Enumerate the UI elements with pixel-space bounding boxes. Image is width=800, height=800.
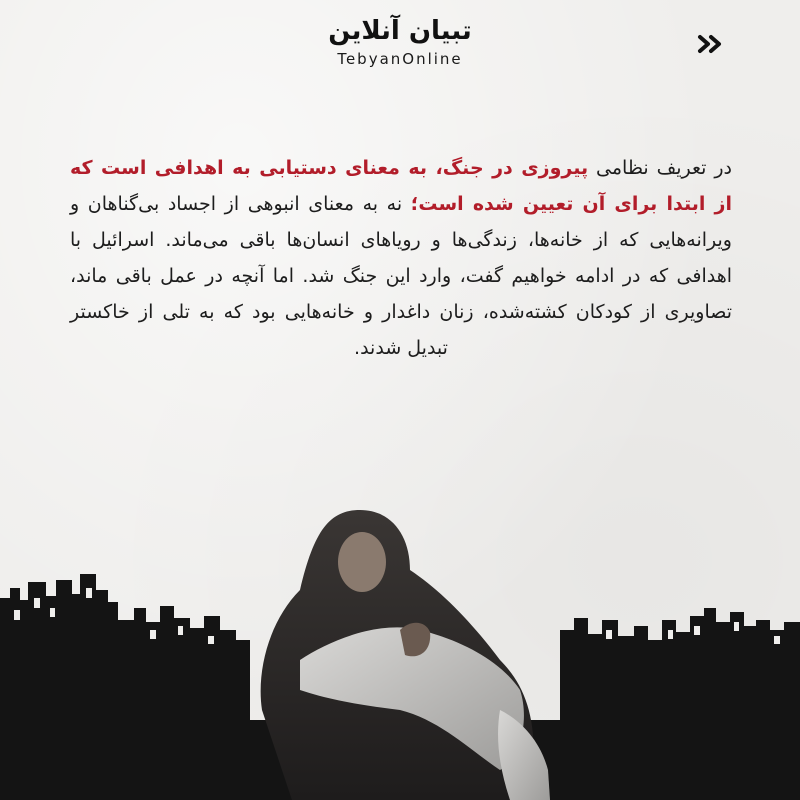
war-ruins-illustration [0,470,800,800]
article-body: نه به معنای انبوهی از اجساد بی‌گناهان و ویرانه‌هایی که از خانه‌ها، زندگی‌ها و رویاهای انسان‌ها باقی می‌ماند. اسرائیل با اهدافی که در ادامه خواهیم گفت، وارد این جنگ شد. اما آنچه در عمل باقی ماند، تصاویری از کودکان کشته‌شده، زنان داغدار و خانه‌هایی بود که به تلی از خاکستر تبدیل شدند. [70,193,732,359]
brand-name-fa: تبیان آنلاین [328,16,472,46]
article-paragraph [70,150,732,366]
double-chevron-right-icon[interactable] [697,34,727,54]
brand-logo [0,14,800,68]
brand-name-en: TebyanOnline [337,50,463,68]
article-highlight: پیروزی در جنگ، به معنای دستیابی به اهدافی است که از ابتدا برای آن تعیین شده است؛ [70,157,732,215]
article-intro: در تعریف نظامی [588,157,732,179]
face [338,532,386,592]
